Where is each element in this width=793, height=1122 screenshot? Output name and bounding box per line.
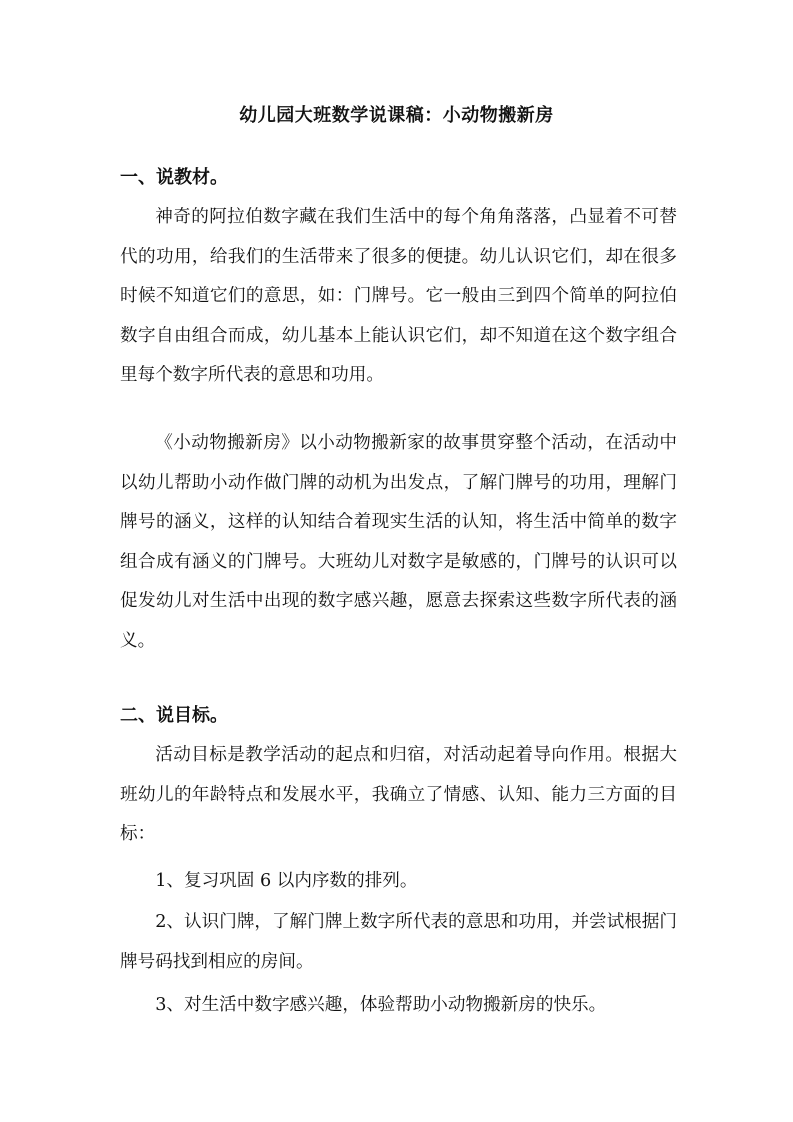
paragraph-textbook-1: 神奇的阿拉伯数字藏在我们生活中的每个角角落落，凸显着不可替代的功用，给我们的生活带来了很多的便捷。幼儿认识它们，却在很多时候不知道它们的意思，如：门牌号。它一般由三到四个简单的阿拉伯数字自由组合而成，幼儿基本上能认识它们，却不知道在这个数字组合里每个数字所代表的意思和功用。 bbox=[120, 207, 677, 385]
section-heading-goals: 二、说目标。 bbox=[120, 705, 228, 726]
goal-item-2: 2、认识门牌，了解门牌上数字所代表的意思和功用，并尝试根据门牌号码找到相应的房间。 bbox=[120, 912, 677, 972]
goal-item-3: 3、对生活中数字感兴趣，体验帮助小动物搬新房的快乐。 bbox=[155, 995, 607, 1015]
paragraph-goals-intro: 活动目标是教学活动的起点和归宿，对活动起着导向作用。根据大班幼儿的年龄特点和发展水平，我确立了情感、认知、能力三方面的目标： bbox=[120, 745, 677, 844]
document-title: 幼儿园大班数学说课稿：小动物搬新房 bbox=[239, 105, 554, 126]
section-heading-textbook: 一、说教材。 bbox=[120, 167, 228, 188]
paragraph-textbook-2: 《小动物搬新房》以小动物搬新家的故事贯穿整个活动，在活动中以幼儿帮助小动作做门牌的动机为出发点，了解门牌号的功用，理解门牌号的涵义，这样的认知结合着现实生活的认知，将生活中简单的数字组合成有涵义的门牌号。大班幼儿对数字是敏感的，门牌号的认识可以促发幼儿对生活中出现的数字感兴趣，愿意去探索这些数字所代表的涵义。 bbox=[120, 433, 677, 651]
goal-item-1: 1、复习巩固 6 以内序数的排列。 bbox=[155, 871, 418, 891]
